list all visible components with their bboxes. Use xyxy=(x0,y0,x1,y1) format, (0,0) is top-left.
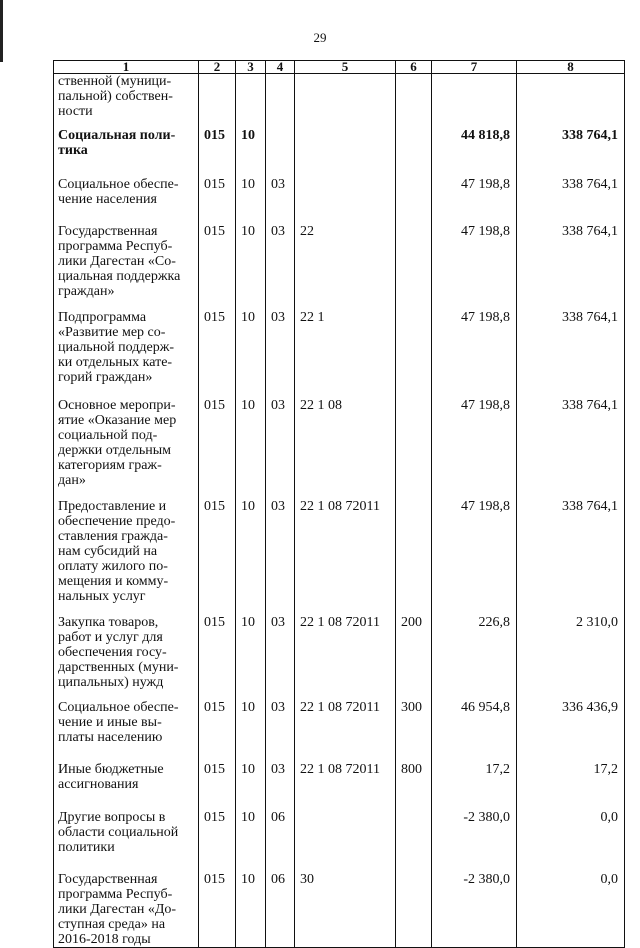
row-amount-cell xyxy=(517,74,625,129)
row-target-article-cell xyxy=(295,128,396,177)
row-name-cell: Закупка товаров, работ и услуг для обеспечения госу- дарственных (муни- ципальных) нужд xyxy=(54,615,199,700)
table-row xyxy=(54,810,625,872)
row-code-cell: 015 xyxy=(199,499,236,615)
row-expense-type-cell xyxy=(396,872,432,948)
row-amount-cell: 47 198,8 xyxy=(432,398,517,499)
row-subsection-cell: 03 xyxy=(266,177,295,224)
row-code-cell: 015 xyxy=(199,700,236,762)
row-code-cell xyxy=(199,74,236,129)
row-subsection-cell: 06 xyxy=(266,810,295,872)
row-code-cell: 015 xyxy=(199,310,236,398)
row-subsection-cell: 03 xyxy=(266,224,295,310)
row-name-cell: ственной (муници- пальной) собствен- ности xyxy=(54,74,199,129)
row-expense-type-cell xyxy=(396,810,432,872)
row-code-cell: 015 xyxy=(199,398,236,499)
row-code-cell: 015 xyxy=(199,810,236,872)
row-section-cell: 10 xyxy=(236,499,266,615)
row-expense-type-cell: 300 xyxy=(396,700,432,762)
row-section-cell: 10 xyxy=(236,700,266,762)
table-row xyxy=(54,128,625,177)
table-row xyxy=(54,615,625,700)
row-subsection-cell: 03 xyxy=(266,615,295,700)
row-subsection-cell: 03 xyxy=(266,700,295,762)
row-subsection-cell: 03 xyxy=(266,398,295,499)
row-name-cell: Государственная программа Респуб- лики Дагестан «Со- циальная поддержка граждан» xyxy=(54,224,199,310)
row-section-cell: 10 xyxy=(236,128,266,177)
row-amount-cell: 47 198,8 xyxy=(432,499,517,615)
row-name-cell: Социальная поли- тика xyxy=(54,128,199,177)
row-target-article-cell xyxy=(295,74,396,129)
row-target-article-cell: 22 1 08 xyxy=(295,398,396,499)
column-header: 3 xyxy=(236,61,266,74)
row-section-cell: 10 xyxy=(236,398,266,499)
table-row xyxy=(54,224,625,310)
row-section-cell: 10 xyxy=(236,177,266,224)
row-expense-type-cell xyxy=(396,177,432,224)
row-target-article-cell: 30 xyxy=(295,872,396,948)
row-expense-type-cell xyxy=(396,224,432,310)
row-expense-type-cell: 200 xyxy=(396,615,432,700)
row-amount-cell: 338 764,1 xyxy=(517,398,625,499)
row-section-cell: 10 xyxy=(236,762,266,810)
row-target-article-cell: 22 1 08 72011 xyxy=(295,615,396,700)
row-target-article-cell xyxy=(295,177,396,224)
row-amount-cell: 336 436,9 xyxy=(517,700,625,762)
row-target-article-cell: 22 1 08 72011 xyxy=(295,700,396,762)
row-expense-type-cell xyxy=(396,499,432,615)
row-target-article-cell: 22 1 xyxy=(295,310,396,398)
row-code-cell: 015 xyxy=(199,872,236,948)
row-target-article-cell xyxy=(295,810,396,872)
row-expense-type-cell xyxy=(396,74,432,129)
row-section-cell: 10 xyxy=(236,615,266,700)
row-name-cell: Государственная программа Респуб- лики Дагестан «До- ступная среда» на 2016-2018 годы xyxy=(54,872,199,948)
column-header: 5 xyxy=(295,61,396,74)
column-header: 8 xyxy=(517,61,625,74)
table-row xyxy=(54,398,625,499)
row-name-cell: Другие вопросы в области социальной политики xyxy=(54,810,199,872)
row-target-article-cell: 22 xyxy=(295,224,396,310)
row-code-cell: 015 xyxy=(199,762,236,810)
row-amount-cell: 0,0 xyxy=(517,810,625,872)
row-subsection-cell: 03 xyxy=(266,762,295,810)
column-header: 4 xyxy=(266,61,295,74)
row-amount-cell: 338 764,1 xyxy=(517,128,625,177)
row-expense-type-cell xyxy=(396,398,432,499)
row-amount-cell: 44 818,8 xyxy=(432,128,517,177)
table-row xyxy=(54,177,625,224)
row-amount-cell: 338 764,1 xyxy=(517,224,625,310)
column-header: 2 xyxy=(199,61,236,74)
row-amount-cell: 338 764,1 xyxy=(517,499,625,615)
row-amount-cell: 2 310,0 xyxy=(517,615,625,700)
row-subsection-cell: 03 xyxy=(266,499,295,615)
row-amount-cell: 47 198,8 xyxy=(432,310,517,398)
row-amount-cell: 17,2 xyxy=(517,762,625,810)
row-amount-cell: -2 380,0 xyxy=(432,810,517,872)
row-name-cell: Основное меропри- ятие «Оказание мер социальной под- держки отдельным категориям граж- дан» xyxy=(54,398,199,499)
row-section-cell: 10 xyxy=(236,224,266,310)
row-expense-type-cell: 800 xyxy=(396,762,432,810)
row-target-article-cell: 22 1 08 72011 xyxy=(295,499,396,615)
row-amount-cell: 338 764,1 xyxy=(517,310,625,398)
row-expense-type-cell xyxy=(396,310,432,398)
row-name-cell: Социальное обеспе- чение и иные вы- платы населению xyxy=(54,700,199,762)
row-name-cell: Подпрограмма «Развитие мер со- циальной поддерж- ки отдельных кате- горий граждан» xyxy=(54,310,199,398)
table-row xyxy=(54,74,625,129)
table-row xyxy=(54,310,625,398)
row-amount-cell: 338 764,1 xyxy=(517,177,625,224)
row-expense-type-cell xyxy=(396,128,432,177)
row-amount-cell: 17,2 xyxy=(432,762,517,810)
budget-table xyxy=(53,60,625,948)
row-section-cell: 10 xyxy=(236,810,266,872)
row-name-cell: Социальное обеспе- чение населения xyxy=(54,177,199,224)
row-amount-cell: 0,0 xyxy=(517,872,625,948)
row-subsection-cell: 06 xyxy=(266,872,295,948)
table-body xyxy=(54,74,625,948)
table-row xyxy=(54,700,625,762)
row-amount-cell: 226,8 xyxy=(432,615,517,700)
row-code-cell: 015 xyxy=(199,128,236,177)
column-header: 6 xyxy=(396,61,432,74)
page-number: 29 xyxy=(313,30,327,45)
column-header: 7 xyxy=(432,61,517,74)
row-amount-cell: 47 198,8 xyxy=(432,224,517,310)
table-row xyxy=(54,499,625,615)
row-amount-cell: 46 954,8 xyxy=(432,700,517,762)
row-amount-cell: -2 380,0 xyxy=(432,872,517,948)
row-amount-cell xyxy=(432,74,517,129)
row-section-cell xyxy=(236,74,266,129)
row-amount-cell: 47 198,8 xyxy=(432,177,517,224)
row-subsection-cell xyxy=(266,128,295,177)
table-header-row xyxy=(54,61,625,74)
row-code-cell: 015 xyxy=(199,224,236,310)
row-target-article-cell: 22 1 08 72011 xyxy=(295,762,396,810)
table-row xyxy=(54,762,625,810)
table-row xyxy=(54,872,625,948)
row-section-cell: 10 xyxy=(236,310,266,398)
column-header: 1 xyxy=(54,61,199,74)
row-subsection-cell: 03 xyxy=(266,310,295,398)
row-subsection-cell xyxy=(266,74,295,129)
row-code-cell: 015 xyxy=(199,177,236,224)
row-section-cell: 10 xyxy=(236,872,266,948)
row-code-cell: 015 xyxy=(199,615,236,700)
row-name-cell: Иные бюджетные ассигнования xyxy=(54,762,199,810)
row-name-cell: Предоставление и обеспечение предо- ставления гражда- нам субсидий на оплату жилого по- мещения и комму- нальных услуг xyxy=(54,499,199,615)
